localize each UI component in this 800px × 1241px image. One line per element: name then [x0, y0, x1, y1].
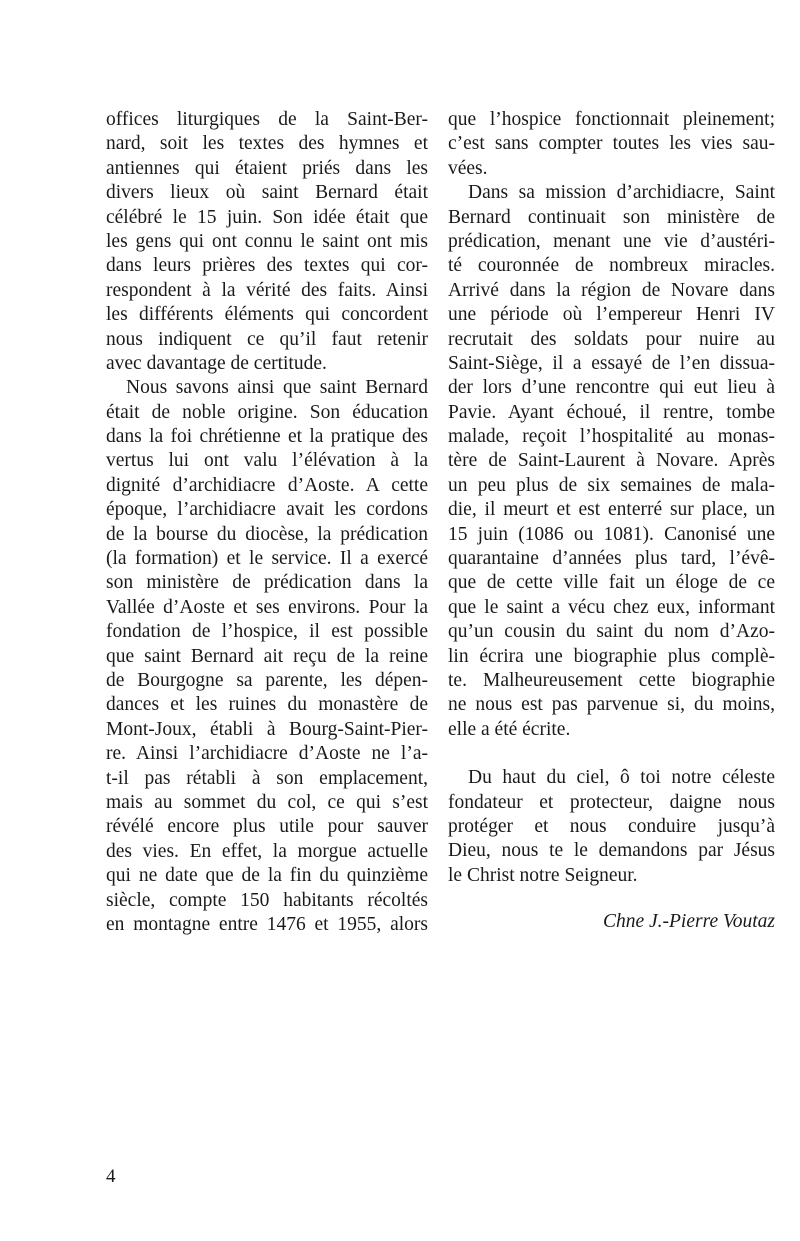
paragraph-continuation [448, 108, 775, 181]
text-line: des vies. En effet, la morgue actuelle [106, 840, 428, 862]
text-line: fondateur et protecteur, daigne nous [448, 791, 775, 813]
right-column [448, 108, 775, 935]
text-line: recrutait des soldats pour nuire au [448, 328, 775, 350]
text-line: siècle, compte 150 habitants récoltés [106, 889, 428, 911]
text-line: dans leurs prières des textes qui cor- [106, 255, 428, 277]
text-line: vées. [448, 157, 488, 179]
text-line: respondent à la vérité des faits. Ainsi [106, 279, 428, 301]
text-line: prédication, menant une vie d’austéri- [448, 230, 775, 252]
text-line: époque, l’archidiacre avait les cordons [106, 499, 428, 521]
text-line: t-il pas rétabli à son emplacement, [106, 767, 428, 789]
text-line: tère de Saint-Laurent à Novare. Après [448, 450, 775, 472]
text-line: té couronnée de nombreux miracles. [448, 255, 775, 277]
text-line: lin écrira une biographie plus complè- [448, 645, 775, 667]
text-line: Mont-Joux, établi à Bourg-Saint-Pier- [106, 718, 428, 740]
text-line: mais au sommet du col, ce qui s’est [106, 791, 428, 813]
text-line: vertus lui ont valu l’élévation à la [106, 450, 428, 472]
text-line: que l’hospice fonctionnait pleinement; [448, 109, 775, 130]
text-line: Pavie. Ayant échoué, il rentre, tombe [448, 401, 775, 423]
text-line: die, il meurt et est enterré sur place, un [448, 499, 775, 521]
text-line: 15 juin (1086 ou 1081). Canonisé une [448, 523, 775, 545]
text-line: elle a été écrite. [448, 718, 571, 740]
text-line: qu’un cousin du saint du nom d’Azo- [448, 621, 775, 643]
paragraph-noble-origin [106, 376, 428, 937]
text-line: nous indiquent ce qu’il faut retenir [106, 328, 428, 350]
page-number: 4 [106, 1166, 116, 1187]
prayer [448, 766, 775, 888]
paragraph-mission [448, 181, 775, 742]
text-line: (la formation) et le service. Il a exercé [106, 548, 428, 570]
text-line: le Christ notre Seigneur. [448, 864, 638, 886]
text-line: re. Ainsi l’archidiacre d’Aoste ne l’a- [106, 743, 428, 765]
text-line: Vallée d’Aoste et ses environs. Pour la [106, 596, 428, 618]
text-line: que de cette ville fait un éloge de ce [448, 572, 775, 594]
paragraph-liturgical-offices [106, 108, 428, 376]
text-line: der lors d’une rencontre qui eut lieu à [448, 377, 775, 399]
text-line: dances et les ruines du monastère de [106, 694, 428, 716]
text-line: fondation de l’hospice, il est possible [106, 621, 428, 643]
text-line: révélé encore plus utile pour sauver [106, 816, 428, 838]
text-line: que le saint a vécu chez eux, informant [448, 596, 775, 618]
text-line: Saint-Siège, il a essayé de l’en dissua- [448, 352, 775, 374]
text-line: ne nous est pas parvenue si, du moins, [448, 694, 775, 716]
text-line: quarantaine d’années plus tard, l’évê- [448, 548, 775, 570]
text-line: c’est sans compter toutes les vies sau- [448, 133, 775, 155]
text-line: les différents éléments qui concordent [106, 304, 428, 326]
text-line: de la bourse du diocèse, la prédication [106, 523, 428, 545]
text-line: offices liturgiques de la Saint-Ber- [106, 109, 428, 130]
text-line: Nous savons ainsi que saint Bernard [126, 377, 428, 399]
text-line: un peu plus de six semaines de mala- [448, 474, 775, 496]
text-line: célébré le 15 juin. Son idée était que [106, 206, 428, 228]
text-line: les gens qui ont connu le saint ont mis [106, 230, 428, 252]
text-line: protéger et nous conduire jusqu’à [448, 815, 775, 837]
text-line: une période où l’empereur Henri IV [448, 304, 775, 326]
text-line: en montagne entre 1476 et 1955, alors [106, 913, 428, 935]
text-line: Dieu, nous te le demandons par Jésus [448, 840, 775, 862]
text-line: de Bourgogne sa parente, les dépen- [106, 669, 428, 691]
text-line: son ministère de prédication dans la [106, 572, 428, 594]
text-line: était de noble origine. Son éducation [106, 401, 428, 423]
text-line: avec davantage de certitude. [106, 352, 327, 374]
text-line: dans la foi chrétienne et la pratique des [106, 426, 428, 448]
text-line: antiennes qui étaient priés dans les [106, 157, 428, 179]
text-line: te. Malheureusement cette biographie [448, 669, 775, 691]
signature: Chne J.-Pierre Voutaz [602, 911, 775, 933]
text-line: dignité d’archidiacre d’Aoste. A cette [106, 474, 428, 496]
text-line: nard, soit les textes des hymnes et [106, 133, 428, 155]
text-line: malade, reçoit l’hospitalité au monas- [448, 426, 775, 448]
text-line: qui ne date que de la fin du quinzième [106, 865, 428, 887]
text-line: Arrivé dans la région de Novare dans [448, 279, 775, 301]
text-line: Du haut du ciel, ô toi notre céleste [468, 767, 775, 789]
text-line: que saint Bernard ait reçu de la reine [106, 645, 428, 667]
text-line: Dans sa mission d’archidiacre, Saint [468, 182, 775, 204]
text-line: divers lieux où saint Bernard était [106, 182, 428, 204]
left-column [106, 108, 428, 937]
text-line: Bernard continuait son ministère de [448, 206, 775, 228]
